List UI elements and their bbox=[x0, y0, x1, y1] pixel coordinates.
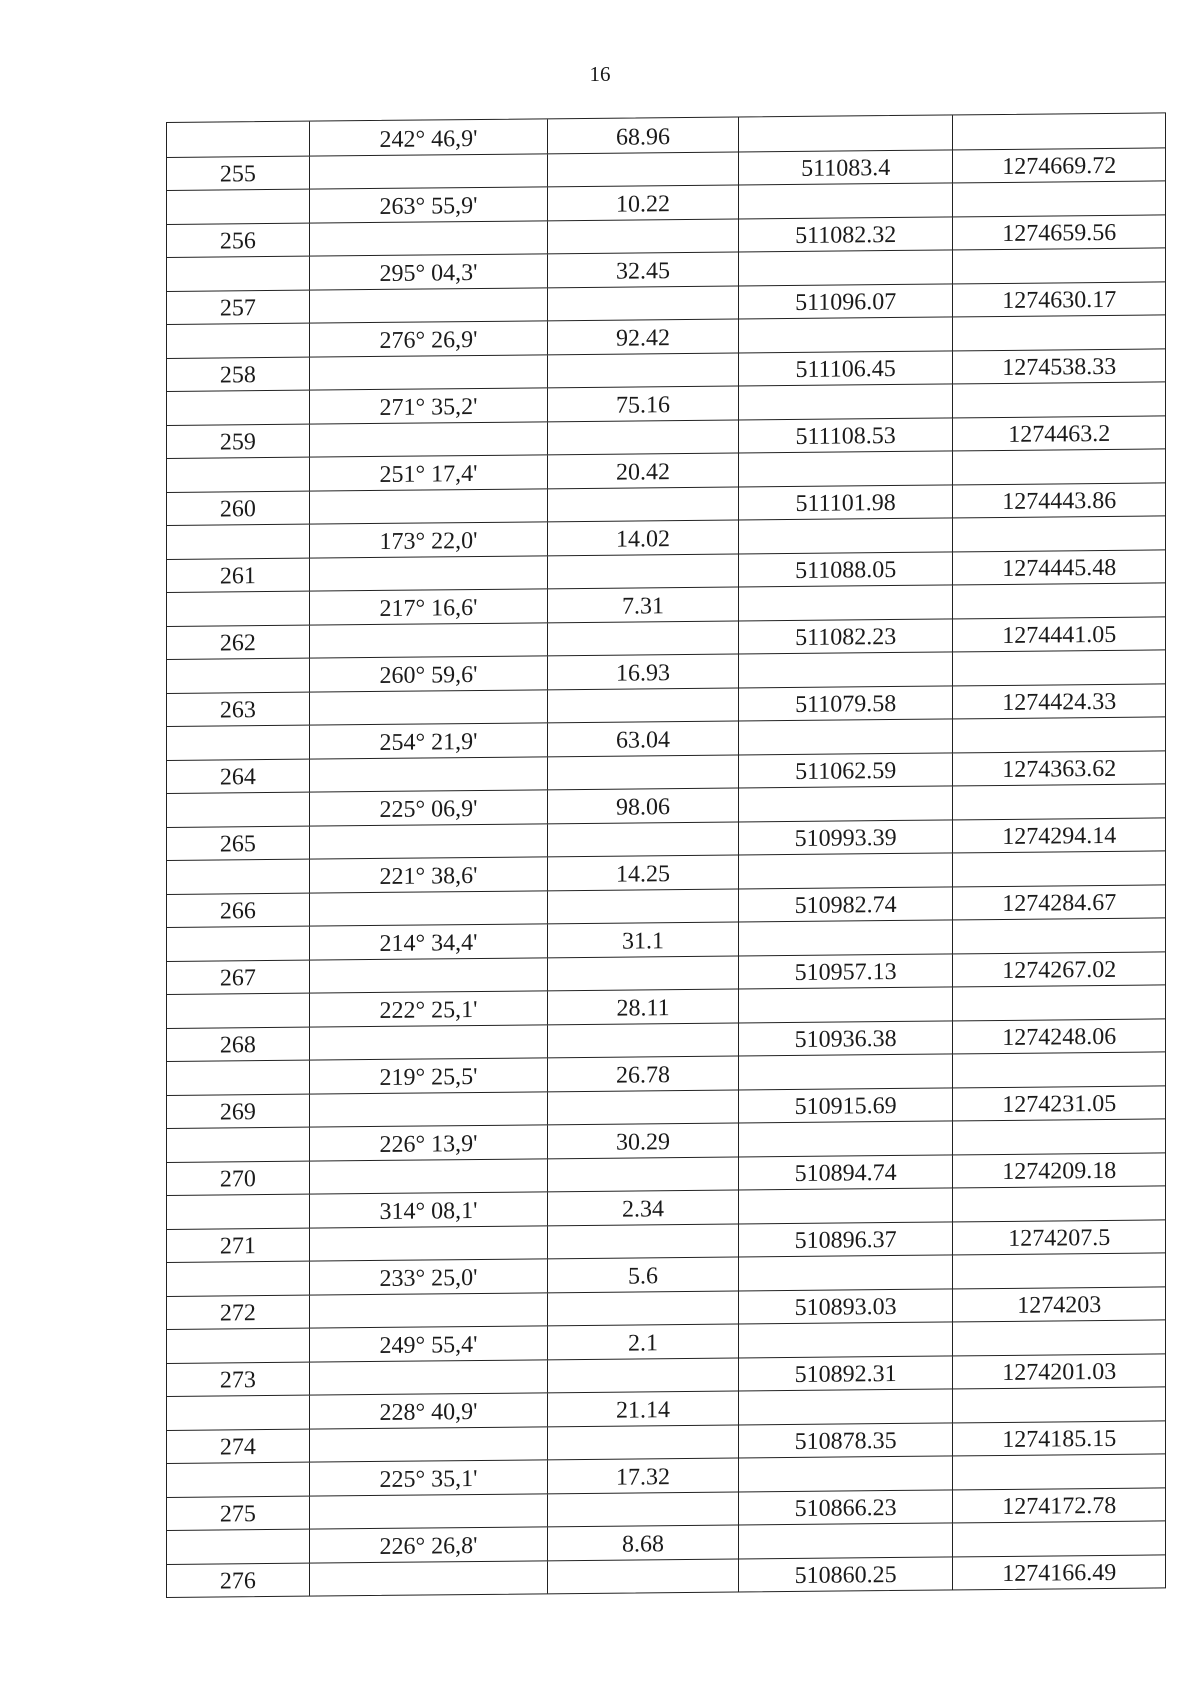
length-cell bbox=[547, 219, 738, 253]
bearing-cell: 219° 25,5' bbox=[309, 1058, 548, 1093]
point-id-cell bbox=[167, 257, 309, 291]
length-cell: 63.04 bbox=[547, 722, 738, 756]
x-coordinate-cell: 510893.03 bbox=[738, 1289, 953, 1324]
bearing-cell bbox=[309, 1092, 548, 1127]
point-id-cell: 255 bbox=[219, 161, 256, 188]
point-id-cell: 256 bbox=[219, 228, 256, 255]
length-cell bbox=[547, 1090, 738, 1124]
x-coordinate-cell bbox=[738, 1389, 953, 1424]
point-id-cell bbox=[167, 324, 309, 358]
point-id-cell: 263 bbox=[219, 697, 256, 724]
length-cell: 68.96 bbox=[547, 118, 738, 153]
length-cell: 26.78 bbox=[547, 1057, 738, 1091]
point-id-cell: 275 bbox=[219, 1501, 256, 1528]
x-coordinate-cell bbox=[738, 652, 953, 687]
length-cell bbox=[547, 1157, 738, 1191]
length-cell: 75.16 bbox=[547, 387, 738, 421]
length-cell bbox=[547, 621, 738, 655]
x-coordinate-cell: 510993.39 bbox=[738, 820, 953, 855]
point-id-cell: 258 bbox=[219, 362, 256, 389]
length-cell: 10.22 bbox=[547, 186, 738, 220]
point-id-cell: 276 bbox=[219, 1568, 256, 1595]
y-coordinate-cell: 1274248.06 bbox=[952, 1019, 1165, 1054]
x-coordinate-cell: 511101.98 bbox=[738, 485, 953, 520]
length-cell: 5.6 bbox=[547, 1258, 738, 1292]
y-coordinate-cell bbox=[952, 1454, 1165, 1489]
point-id-cell bbox=[167, 793, 309, 827]
length-cell bbox=[547, 956, 738, 990]
x-coordinate-cell bbox=[738, 183, 953, 218]
point-id-cell bbox=[167, 190, 309, 224]
length-cell bbox=[547, 889, 738, 923]
length-cell bbox=[547, 286, 738, 320]
length-cell: 98.06 bbox=[547, 789, 738, 823]
length-cell: 32.45 bbox=[547, 253, 738, 287]
x-coordinate-cell bbox=[738, 317, 953, 352]
x-coordinate-cell: 510957.13 bbox=[738, 954, 953, 989]
y-coordinate-cell bbox=[952, 1521, 1165, 1556]
x-coordinate-cell: 511106.45 bbox=[738, 351, 953, 386]
bearing-cell bbox=[309, 154, 548, 189]
length-cell bbox=[547, 1492, 738, 1526]
point-id-cell bbox=[167, 592, 309, 626]
point-id-cell bbox=[167, 391, 309, 425]
point-id-cell: 264 bbox=[219, 764, 256, 791]
bearing-cell bbox=[309, 958, 548, 993]
length-cell bbox=[547, 1023, 738, 1057]
bearing-cell: 314° 08,1' bbox=[309, 1192, 548, 1227]
x-coordinate-cell bbox=[738, 451, 953, 486]
bearing-cell bbox=[309, 556, 548, 591]
bearing-cell bbox=[309, 1226, 548, 1261]
x-coordinate-cell bbox=[738, 1523, 953, 1558]
length-cell: 30.29 bbox=[547, 1124, 738, 1158]
bearing-cell: 221° 38,6' bbox=[309, 857, 548, 892]
x-coordinate-cell bbox=[738, 384, 953, 419]
point-id-cell: 257 bbox=[219, 295, 256, 322]
x-coordinate-cell bbox=[738, 115, 953, 151]
length-cell bbox=[547, 755, 738, 789]
length-cell: 20.42 bbox=[547, 454, 738, 488]
bearing-cell: 226° 26,8' bbox=[309, 1527, 548, 1562]
bearing-cell bbox=[309, 1159, 548, 1194]
x-coordinate-cell: 511082.32 bbox=[738, 217, 953, 252]
y-coordinate-cell: 1274203 bbox=[952, 1287, 1165, 1322]
bearing-cell: 276° 26,9' bbox=[309, 321, 548, 356]
bearing-cell: 228° 40,9' bbox=[309, 1393, 548, 1428]
length-cell: 14.25 bbox=[547, 856, 738, 890]
y-coordinate-cell bbox=[952, 1186, 1165, 1221]
length-cell: 28.11 bbox=[547, 990, 738, 1024]
point-id-cell: 266 bbox=[219, 898, 256, 925]
length-cell: 16.93 bbox=[547, 655, 738, 689]
length-cell: 7.31 bbox=[547, 588, 738, 622]
y-coordinate-cell bbox=[952, 918, 1165, 953]
length-cell: 2.34 bbox=[547, 1191, 738, 1225]
point-id-cell bbox=[167, 1463, 309, 1497]
x-coordinate-cell: 510936.38 bbox=[738, 1021, 953, 1056]
x-coordinate-cell bbox=[738, 1121, 953, 1156]
bearing-cell: 226° 13,9' bbox=[309, 1125, 548, 1160]
point-id-cell: 274 bbox=[219, 1434, 256, 1461]
x-coordinate-cell: 510892.31 bbox=[738, 1356, 953, 1391]
x-coordinate-cell bbox=[738, 1255, 953, 1290]
point-id-cell: 262 bbox=[219, 630, 256, 657]
bearing-cell bbox=[309, 824, 548, 859]
y-coordinate-cell bbox=[952, 650, 1165, 685]
bearing-cell: 214° 34,4' bbox=[309, 924, 548, 959]
y-coordinate-cell: 1274207.5 bbox=[952, 1220, 1165, 1255]
bearing-cell: 251° 17,4' bbox=[309, 455, 548, 490]
bearing-cell: 295° 04,3' bbox=[309, 254, 548, 289]
point-id-cell bbox=[167, 860, 309, 894]
x-coordinate-cell bbox=[738, 786, 953, 821]
x-coordinate-cell: 510915.69 bbox=[738, 1088, 953, 1123]
length-cell bbox=[547, 420, 738, 454]
point-id-cell bbox=[167, 1262, 309, 1296]
bearing-cell bbox=[309, 891, 548, 926]
point-id-cell bbox=[167, 1195, 309, 1229]
point-id-cell bbox=[167, 1329, 309, 1363]
length-cell: 31.1 bbox=[547, 923, 738, 957]
y-coordinate-cell bbox=[952, 1253, 1165, 1288]
y-coordinate-cell: 1274441.05 bbox=[952, 617, 1165, 652]
x-coordinate-cell bbox=[738, 987, 953, 1022]
length-cell: 21.14 bbox=[547, 1392, 738, 1426]
y-coordinate-cell: 1274443.86 bbox=[952, 483, 1165, 518]
point-id-cell: 270 bbox=[219, 1166, 256, 1193]
length-cell bbox=[547, 554, 738, 588]
bearing-cell: 263° 55,9' bbox=[309, 187, 548, 222]
point-id-cell bbox=[167, 525, 309, 559]
point-id-cell: 261 bbox=[219, 563, 256, 590]
point-id-cell bbox=[167, 122, 309, 157]
length-cell bbox=[547, 1358, 738, 1392]
x-coordinate-cell: 511096.07 bbox=[738, 284, 953, 319]
x-coordinate-cell bbox=[738, 250, 953, 285]
y-coordinate-cell: 1274424.33 bbox=[952, 684, 1165, 719]
point-id-cell bbox=[167, 659, 309, 693]
bearing-cell: 217° 16,6' bbox=[309, 589, 548, 624]
x-coordinate-cell: 510896.37 bbox=[738, 1222, 953, 1257]
length-cell: 2.1 bbox=[547, 1325, 738, 1359]
y-coordinate-cell bbox=[952, 985, 1165, 1020]
x-coordinate-cell bbox=[738, 853, 953, 888]
y-coordinate-cell: 1274630.17 bbox=[952, 282, 1165, 317]
bearing-cell bbox=[309, 288, 548, 323]
bearing-cell: 260° 59,6' bbox=[309, 656, 548, 691]
point-id-cell: 272 bbox=[219, 1300, 256, 1327]
bearing-cell: 222° 25,1' bbox=[309, 991, 548, 1026]
coordinates-table bbox=[166, 112, 1166, 1598]
point-id-cell: 269 bbox=[219, 1099, 256, 1126]
bearing-cell: 271° 35,2' bbox=[309, 388, 548, 423]
point-id-cell bbox=[167, 458, 309, 492]
bearing-cell bbox=[309, 221, 548, 256]
point-id-cell bbox=[167, 927, 309, 961]
y-coordinate-cell: 1274166.49 bbox=[952, 1555, 1165, 1590]
point-id-cell: 265 bbox=[219, 831, 256, 858]
y-coordinate-cell: 1274538.33 bbox=[952, 349, 1165, 384]
length-cell bbox=[547, 1425, 738, 1459]
bearing-cell bbox=[309, 422, 548, 457]
length-cell: 17.32 bbox=[547, 1459, 738, 1493]
y-coordinate-cell bbox=[952, 784, 1165, 819]
y-coordinate-cell: 1274201.03 bbox=[952, 1354, 1165, 1389]
bearing-cell: 242° 46,9' bbox=[309, 119, 548, 155]
y-coordinate-cell bbox=[952, 181, 1165, 216]
y-coordinate-cell: 1274659.56 bbox=[952, 215, 1165, 250]
page-number: 16 bbox=[589, 62, 611, 86]
x-coordinate-cell: 511062.59 bbox=[738, 753, 953, 788]
y-coordinate-cell: 1274185.15 bbox=[952, 1421, 1165, 1456]
bearing-cell: 249° 55,4' bbox=[309, 1326, 548, 1361]
point-id-cell: 260 bbox=[219, 496, 256, 523]
x-coordinate-cell: 510894.74 bbox=[738, 1155, 953, 1190]
point-id-cell bbox=[167, 726, 309, 760]
length-cell bbox=[547, 487, 738, 521]
length-cell: 14.02 bbox=[547, 521, 738, 555]
y-coordinate-cell bbox=[952, 113, 1165, 149]
bearing-cell bbox=[309, 489, 548, 524]
y-coordinate-cell bbox=[952, 1387, 1165, 1422]
length-cell bbox=[547, 152, 738, 186]
bearing-cell bbox=[309, 623, 548, 658]
bearing-cell bbox=[309, 690, 548, 725]
y-coordinate-cell: 1274231.05 bbox=[952, 1086, 1165, 1121]
y-coordinate-cell: 1274463.2 bbox=[952, 416, 1165, 451]
x-coordinate-cell bbox=[738, 920, 953, 955]
y-coordinate-cell bbox=[952, 851, 1165, 886]
y-coordinate-cell bbox=[952, 583, 1165, 618]
y-coordinate-cell bbox=[952, 1119, 1165, 1154]
x-coordinate-cell: 510878.35 bbox=[738, 1423, 953, 1458]
bearing-cell bbox=[309, 1293, 548, 1328]
y-coordinate-cell: 1274294.14 bbox=[952, 818, 1165, 853]
point-id-cell bbox=[167, 1061, 309, 1095]
length-cell bbox=[547, 1291, 738, 1325]
y-coordinate-cell bbox=[952, 1052, 1165, 1087]
x-coordinate-cell: 510860.25 bbox=[738, 1557, 953, 1592]
bearing-cell: 173° 22,0' bbox=[309, 522, 548, 557]
bearing-cell bbox=[309, 1494, 548, 1529]
x-coordinate-cell: 511082.23 bbox=[738, 619, 953, 654]
y-coordinate-cell bbox=[952, 382, 1165, 417]
length-cell: 8.68 bbox=[547, 1526, 738, 1560]
bearing-cell bbox=[309, 1025, 548, 1060]
length-cell bbox=[547, 822, 738, 856]
point-id-cell bbox=[167, 994, 309, 1028]
x-coordinate-cell: 511088.05 bbox=[738, 552, 953, 587]
x-coordinate-cell bbox=[738, 1322, 953, 1357]
point-id-cell bbox=[167, 1128, 309, 1162]
y-coordinate-cell: 1274445.48 bbox=[952, 550, 1165, 585]
x-coordinate-cell bbox=[738, 585, 953, 620]
length-cell bbox=[547, 353, 738, 387]
x-coordinate-cell: 511083.4 bbox=[738, 150, 953, 185]
y-coordinate-cell bbox=[952, 516, 1165, 551]
x-coordinate-cell: 511108.53 bbox=[738, 418, 953, 453]
x-coordinate-cell bbox=[738, 1054, 953, 1089]
length-cell bbox=[547, 1559, 738, 1593]
y-coordinate-cell: 1274669.72 bbox=[952, 148, 1165, 183]
point-id-cell: 273 bbox=[219, 1367, 256, 1394]
point-id-cell bbox=[167, 1530, 309, 1564]
length-cell: 92.42 bbox=[547, 320, 738, 354]
y-coordinate-cell bbox=[952, 1320, 1165, 1355]
point-id-cell: 268 bbox=[219, 1032, 256, 1059]
x-coordinate-cell: 510866.23 bbox=[738, 1490, 953, 1525]
point-id-cell bbox=[167, 1396, 309, 1430]
length-cell bbox=[547, 688, 738, 722]
bearing-cell bbox=[309, 1561, 548, 1596]
point-id-cell: 267 bbox=[219, 965, 256, 992]
y-coordinate-cell: 1274267.02 bbox=[952, 952, 1165, 987]
x-coordinate-cell: 510982.74 bbox=[738, 887, 953, 922]
y-coordinate-cell bbox=[952, 248, 1165, 283]
y-coordinate-cell: 1274209.18 bbox=[952, 1153, 1165, 1188]
y-coordinate-cell bbox=[952, 315, 1165, 350]
bearing-cell: 225° 06,9' bbox=[309, 790, 548, 825]
y-coordinate-cell: 1274172.78 bbox=[952, 1488, 1165, 1523]
length-cell bbox=[547, 1224, 738, 1258]
x-coordinate-cell bbox=[738, 1188, 953, 1223]
y-coordinate-cell bbox=[952, 449, 1165, 484]
bearing-cell: 254° 21,9' bbox=[309, 723, 548, 758]
point-id-cell: 259 bbox=[219, 429, 256, 456]
x-coordinate-cell: 511079.58 bbox=[738, 686, 953, 721]
y-coordinate-cell bbox=[952, 717, 1165, 752]
x-coordinate-cell bbox=[738, 1456, 953, 1491]
bearing-cell bbox=[309, 757, 548, 792]
y-coordinate-cell: 1274284.67 bbox=[952, 885, 1165, 920]
bearing-cell: 233° 25,0' bbox=[309, 1259, 548, 1294]
x-coordinate-cell bbox=[738, 518, 953, 553]
y-coordinate-cell: 1274363.62 bbox=[952, 751, 1165, 786]
bearing-cell bbox=[309, 1427, 548, 1462]
bearing-cell bbox=[309, 1360, 548, 1395]
point-id-cell: 271 bbox=[219, 1233, 256, 1260]
bearing-cell bbox=[309, 355, 548, 390]
x-coordinate-cell bbox=[738, 719, 953, 754]
bearing-cell: 225° 35,1' bbox=[309, 1460, 548, 1495]
